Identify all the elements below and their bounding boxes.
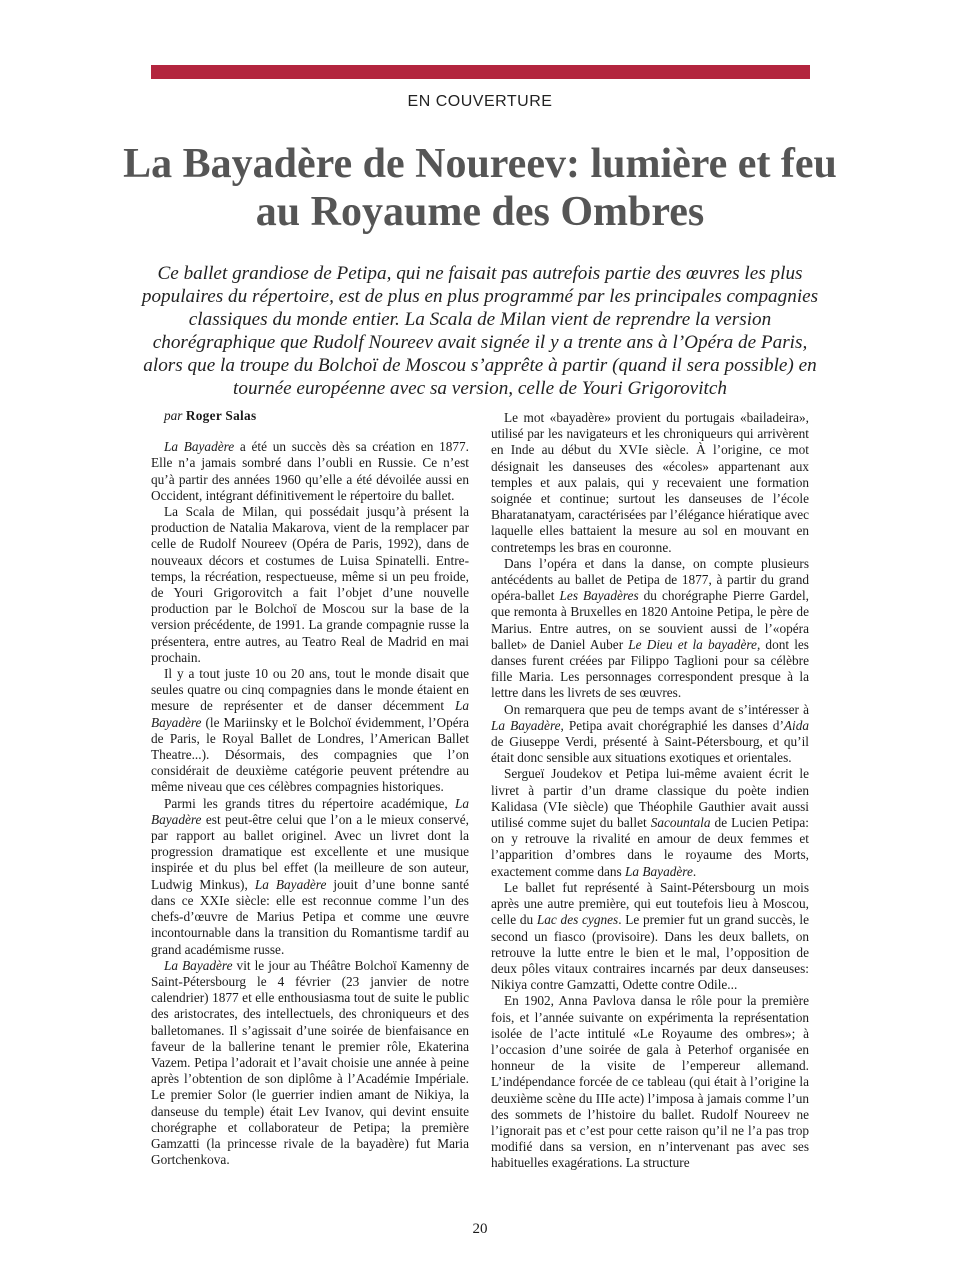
paragraph-text: Le mot «bayadère» provient du portugais «bailadeira», utilisé par les navigateurs et les chroniqueurs qui arrivèrent en Inde au début du XVIe siècle. À l’origine, ce mot désignait les danseuses des «écoles» appartenant aux temples et aux palais, qui y recevaient une formation soignée et continue; surtout les danseuses de l’école Bharatanatyam, caractérisées par l’élégance hiératique avec laquelle elles battaient la mesure au sol en mouvant en contretemps les bras en couronne.	[491, 410, 809, 555]
byline-prefix: par	[164, 408, 183, 423]
italic-title: Les Bayadères	[559, 588, 639, 604]
column-left	[151, 408, 469, 1168]
article-lead: Ce ballet grandiose de Petipa, qui ne faisait pas autrefois partie des œuvres les plus populaires du répertoire, est de plus en plus programmé par les principales compagnies classiques du monde entier. La Scala de Milan vient de reprendre la version chorégraphique que Rudolf Noureev avait signée il y a trente ans à l’Opéra de Paris, alors que la troupe du Bolchoï de Moscou s’apprête à partir (quand il sera possible) en tournée européenne avec sa version, celle de Youri Grigorovitch	[141, 263, 819, 399]
italic-title: La Bayadère	[164, 957, 233, 973]
paragraph	[491, 410, 809, 556]
italic-title: La Bayadère	[491, 717, 561, 733]
italic-title: La Bayadère	[151, 698, 469, 730]
paragraph	[151, 439, 469, 504]
italic-title: Aida	[783, 717, 809, 733]
paragraph-text: de Lucien Petipa: on y retrouve la rivalité en amour de deux femmes et l’apparition d’ombres dans le royaume des Morts, exactement comme dans	[491, 815, 809, 879]
paragraph-text: On remarquera que peu de temps avant de s’intéresser à	[504, 701, 809, 717]
paragraph-text: (le Mariinsky et le Bolchoï évidemment, l’Opéra de Paris, le Royal Ballet de Londres, l’American Ballet Theatre...). Désormais, des compagnies que l’on considérait de deuxième catégorie peuvent prétendre au même niveau que ces célèbres compagnies historiques.	[151, 714, 469, 795]
paragraph-text: Dans l’opéra et dans la danse, on compte plusieurs antécédents au ballet de Petipa de 1877, à partir du grand opéra-ballet	[491, 555, 809, 604]
italic-title: Sacountala	[650, 815, 711, 831]
paragraph-text: vit le jour au Théâtre Bolchoï Kamenny de Saint-Pétersbourg le 4 février (23 janvier de notre calendrier) 1877 et elle enthousiasma tout de suite le public des aristocrates, des intellectuels, des chroniqueurs et des balletomanes. Il s’agissait d’une soirée de bienfaisance en faveur de la ballerine tenant le premier rôle, Ekaterina Vazem. Petipa l’adorait et l’avait choisie une année à peine après l’obtention de son diplôme à l’Académie Impériale. Le premier Solor (le guerrier indien amant de Nikiya, la danseuse du temple) était Lev Ivanov, qui devint ensuite chorégraphe et collaborateur de Petipa; la première Gamzatti (la princesse rivale de la bayadère) fut Maria Gortchenkova.	[151, 957, 470, 1168]
paragraph-text: . Le premier fut un grand succès, le second un fiasco (provisoire). Dans les deux ballets, on retrouve la lutte entre le bien et le mal, l’opposition de deux pôles vitaux contraires incarnés par deux danseuses: Nikiya contre Gamzatti, Odette contre Odile...	[491, 912, 810, 993]
paragraph	[491, 702, 809, 767]
paragraph-text: La Scala de Milan, qui possédait jusqu’à présent la production de Natalia Makarova, vient de la remplacer par celle de Rudolf Noureev (Opéra de Paris, 1992), dans de nouveaux décors et costumes de Luisa Spinatelli. Entre-temps, la récréation, respectueuse, même si un peu froide, de Youri Grigorovitch a fait l’objet d’une nouvelle production par le Bolchoï de Moscou sur la base de la version précédente, de 1991. La grande compagnie russe la présentera, entre autres, au Teatro Real de Madrid en mai prochain.	[151, 504, 469, 665]
article-title: La Bayadère de Noureev: lumière et feu au Royaume des Ombres	[123, 141, 837, 235]
italic-title: La Bayadère	[151, 795, 469, 827]
paragraph-text: du chorégraphe Pierre Gardel, que remonta à Bruxelles en 1820 Antoine Petipa, le père de Marius. Entre autres, on se souvient aussi de l’«opéra ballet» de Daniel Auber	[491, 588, 809, 652]
paragraph	[491, 556, 809, 702]
paragraph-text: Sergueï Joudekov et Petipa lui-même avaient écrit le livret à partir d’un drame classique du poète indien Kalidasa (VIe siècle) que Théophile Gauthier avait aussi utilisé comme sujet du ballet	[491, 766, 809, 831]
byline-author: Roger Salas	[185, 408, 257, 423]
paragraphs-right	[491, 410, 809, 1172]
italic-title: Lac des cygnes	[536, 912, 619, 928]
paragraph-text: .	[692, 863, 697, 879]
paragraph	[491, 766, 809, 879]
paragraph-text: Parmi les grands titres du répertoire académique,	[164, 795, 455, 811]
paragraph	[491, 880, 809, 993]
italic-title: La Bayadère	[625, 863, 693, 879]
accent-bar	[151, 65, 810, 79]
paragraph-text: Le ballet fut représenté à Saint-Pétersbourg un mois après une autre première, qui eut toutefois lieu à Moscou, celle du	[491, 879, 809, 928]
paragraph-text: est peut-être celui que l’on a le mieux conservé, par rapport au ballet originel. Avec un livret dont la progression dramatique est excellente et une musique inspirée et du plus bel effet (la meilleure de son auteur, Ludwig Minkus),	[151, 811, 469, 892]
paragraph-text: , dont les danses furent créées par Filippo Taglioni pour sa célèbre fille Maria. Les personnages correspondent presque à la lettre dans les livrets de ses œuvres.	[491, 636, 809, 701]
paragraph-text: de Giuseppe Verdi, présenté à Saint-Pétersbourg, et qu’il était donc sensible aux situations exotiques et orientales.	[491, 734, 809, 766]
paragraph-text: jouit d’une bonne santé dans ce XXIe siècle: elle est reconnue comme l’un des chefs-d’œuvre de Marius Petipa et comme une œuvre incontournable dans la transition du Romantisme tardif au grand académisme russe.	[151, 876, 469, 957]
paragraph-text: , Petipa avait chorégraphié les danses d’	[560, 717, 784, 733]
column-right	[491, 410, 809, 1172]
paragraph	[151, 796, 469, 958]
section-label: EN COUVERTURE	[407, 93, 553, 110]
italic-title: La Bayadère	[254, 876, 327, 892]
italic-title: La Bayadère	[164, 439, 235, 455]
paragraph-text: a été un succès dès sa création en 1877. Elle n’a jamais sombré dans l’oubli en Russie. Ce n’est qu’à partir des années 1960 qu’elle a été dévoilée aussi en Occident, intégrant définitivement le répertoire du ballet.	[151, 439, 469, 503]
paragraph	[491, 993, 809, 1171]
byline	[164, 408, 469, 424]
page-number: 20	[472, 1221, 488, 1237]
paragraph-text: Il y a tout juste 10 ou 20 ans, tout le monde disait que seules quatre ou cinq compagnies dans le monde étaient en mesure de représenter et de danser décemment	[151, 666, 469, 714]
paragraph	[151, 504, 469, 666]
paragraph-text: En 1902, Anna Pavlova dansa le rôle pour la première fois, et l’année suivante on expérimenta la représentation isolée de l’acte intitulé «Le Royaume des ombres»; à l’occasion d’une soirée de gala à Peterhof organisée en honneur de la visite de l’empereur allemand. L’indépendance forcée de ce tableau (qui était à l’origine la deuxième scène du IIIe acte) l’imposa à jamais comme l’un des sommets de l’histoire du ballet. Rudolf Noureev ne l’ignorait pas et c’est pour cette raison qu’il ne l’a pas trop modifié dans sa version, en n’intervenant pas avec ses habituelles exagérations. La structure	[491, 993, 809, 1171]
italic-title: Le Dieu et la bayadère	[628, 636, 757, 652]
paragraph	[151, 666, 469, 796]
paragraphs-left	[151, 439, 469, 1168]
paragraph	[151, 958, 469, 1169]
